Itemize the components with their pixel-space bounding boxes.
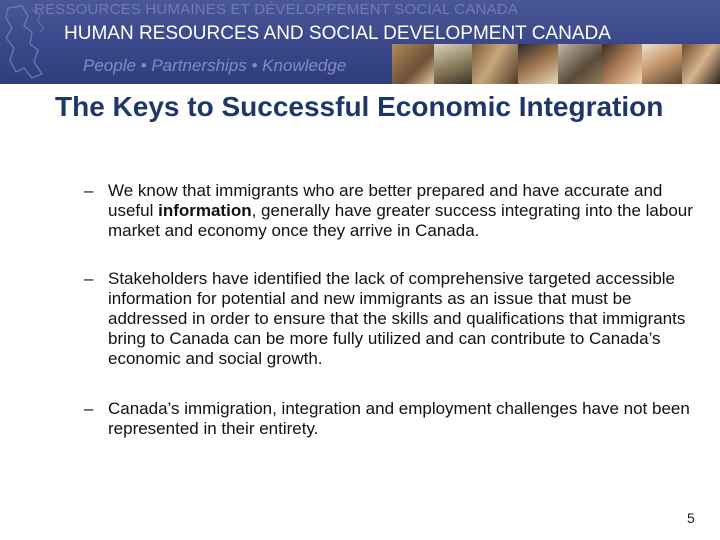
photo-worker [434, 44, 472, 84]
photo-office [558, 44, 602, 84]
bullet-list [84, 181, 704, 439]
photo-family [392, 44, 434, 84]
bullet-item [84, 269, 704, 369]
dash-bullet-icon: – [84, 269, 94, 288]
banner-english-title: HUMAN RESOURCES AND SOCIAL DEVELOPMENT CANADA [64, 23, 611, 44]
bullet-text: Canada’s immigration, integration and employment challenges have not been represented in their entirety. [108, 399, 690, 438]
bullet-item [84, 399, 704, 439]
bullet-text: Stakeholders have identified the lack of comprehensive targeted accessible information for potential and new immigrants as an issue that must be addressed in order to ensure that the skills and qualifications that immigrants bring to Canada can be more fully utilized and can contribute to Canada’s economic and social growth. [108, 269, 686, 368]
bullet-item [84, 181, 704, 241]
page-number: 5 [687, 510, 695, 526]
photo-student [518, 44, 558, 84]
dash-bullet-icon: – [84, 399, 94, 418]
photo-couple [682, 44, 720, 84]
slide-title: The Keys to Successful Economic Integration [55, 91, 664, 122]
banner-tagline: People • Partnerships • Knowledge [83, 56, 347, 75]
photo-smiling-woman [602, 44, 642, 84]
bullet-text-tail: , generally have greater success integrating into the labour market and economy once they arrive in Canada. [108, 201, 693, 240]
photo-young-man [642, 44, 682, 84]
bullet-text-lead: We know that immigrants who are better prepared and have accurate and useful [108, 181, 663, 220]
people-photo-strip [392, 44, 720, 84]
dash-bullet-icon: – [84, 181, 94, 200]
banner-french-title: RESSOURCES HUMAINES ET DÉVELOPPEMENT SOCIAL CANADA [34, 1, 519, 18]
photo-group [472, 44, 518, 84]
bullet-emphasis: information [158, 201, 252, 220]
header-banner [0, 0, 720, 84]
